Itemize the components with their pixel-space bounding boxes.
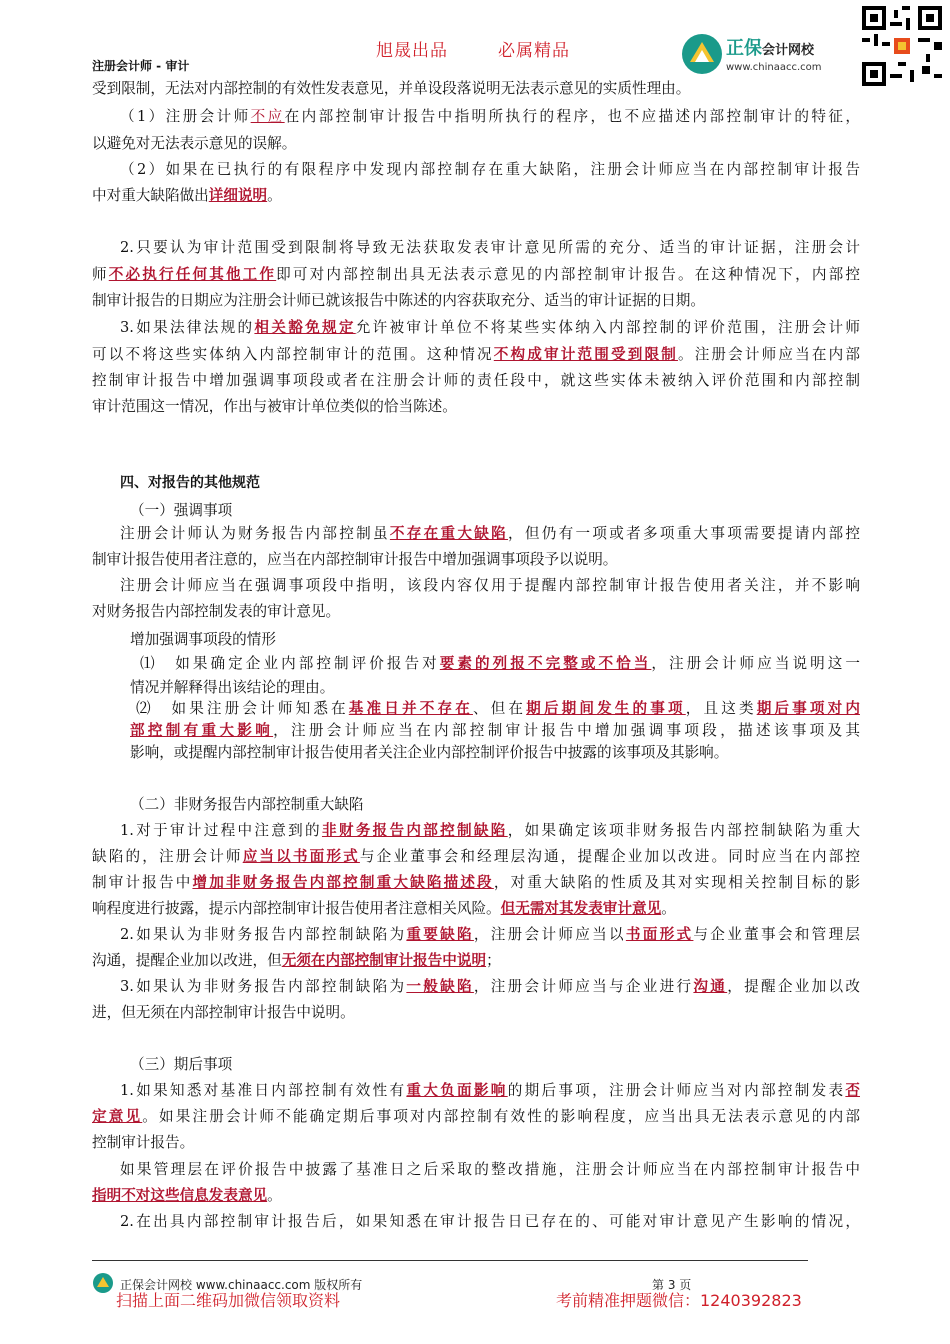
text-run: ，注册会计师应当在内部控制审计报告中增加强调事项段，描述该事项及其	[273, 722, 860, 739]
text-line	[92, 368, 860, 395]
text-run: ，注册会计师应当说明这一	[651, 655, 860, 672]
text-run: 对财务报告内部控制发表的审计意见。	[92, 603, 341, 620]
highlighted-term: 否	[845, 1082, 860, 1099]
course-title: 注册会计师 - 审计	[92, 59, 190, 73]
text-run: 与企业董事会和管理层	[693, 926, 860, 943]
text-line	[92, 262, 860, 289]
highlighted-term: 部控制有重大影响	[130, 722, 274, 739]
text-line	[92, 157, 860, 184]
text-run: 四、对报告的其他规范	[120, 475, 260, 491]
text-line	[92, 974, 860, 1001]
text-line	[92, 818, 860, 845]
text-run: 允许被审计单位不将某些实体纳入内部控制的评价范围，注册会计师	[355, 319, 860, 336]
text-line	[92, 183, 860, 210]
text-run: ，注册会计师应当与企业进行	[473, 978, 694, 995]
promo-left: 扫描上面二维码加微信领取资料	[116, 1291, 341, 1310]
text-run: 在内部控制审计报告中指明所执行的程序，也不应描述内部控制审计的特征，	[284, 108, 860, 125]
text-run: ，对重大缺陷的性质及其对实现相关控制目标的影	[493, 874, 860, 891]
text-run: 可以不将这些实体纳入内部控制审计的范围。这种情况	[92, 346, 494, 363]
text-line	[92, 740, 860, 767]
text-line	[92, 948, 860, 975]
text-run: 沟通，提醒企业加以改进，但	[92, 952, 282, 969]
text-run: 制审计报告中	[92, 874, 193, 891]
text-run: （一）强调事项	[130, 502, 233, 519]
text-run: 。如果注册会计师不能确定期后事项对内部控制有效性的影响程度，应当出具无法表示意见的内部	[142, 1108, 860, 1125]
text-run: 3.如果认为非财务报告内部控制缺陷为	[120, 978, 407, 995]
text-run: 控制审计报告。	[92, 1134, 195, 1151]
highlighted-term: 重大负面影响	[406, 1082, 508, 1099]
text-line	[92, 547, 860, 574]
text-run: ⑵ 如果注册会计师知悉在	[136, 700, 349, 717]
text-run: 1.如果知悉对基准日内部控制有效性有	[120, 1082, 407, 1099]
text-run: 缺陷的，注册会计师	[92, 848, 243, 865]
logo-sub: 会计网校	[762, 43, 815, 58]
highlighted-term: 要素的列报不完整或不恰当	[439, 655, 652, 672]
text-line	[92, 844, 860, 871]
text-run: （2）如果在已执行的有限程序中发现内部控制存在重大缺陷，注册会计师应当在内部控制审计报告	[120, 161, 860, 178]
text-line	[92, 922, 860, 949]
text-line	[92, 235, 860, 262]
highlighted-term: 无须在内部控制审计报告中说明	[281, 952, 487, 969]
highlighted-term: 期后事项对内	[756, 700, 860, 717]
text-run: 、但在	[472, 700, 527, 717]
text-run: 制审计报告的日期应为注册会计师已就该报告中陈述的内容获取充分、适当的审计证据的日期。	[92, 292, 705, 309]
text-line	[92, 521, 860, 548]
text-line	[92, 342, 860, 369]
text-run: 响程度进行披露，提示内部控制审计报告使用者注意相关风险。	[92, 900, 501, 917]
text-line	[92, 1078, 860, 1105]
text-line	[92, 651, 860, 678]
text-run: 制审计报告使用者注意的，应当在内部控制审计报告中增加强调事项段予以说明。	[92, 551, 618, 568]
text-line	[92, 1157, 860, 1184]
text-line	[92, 1130, 860, 1157]
highlighted-term: 不构成审计范围受到限制	[493, 346, 678, 363]
text-line	[92, 315, 860, 342]
text-run: 情况并解释得出该结论的理由。	[130, 679, 335, 696]
qr-code-icon	[862, 6, 942, 86]
highlighted-term: 应当以书面形式	[242, 848, 360, 865]
highlighted-term: 一般缺陷	[406, 978, 474, 995]
highlighted-term: 不存在重大缺陷	[389, 525, 508, 542]
footer-divider	[92, 1260, 808, 1261]
text-run: 2.只要认为审计范围受到限制将导致无法获取发表审计意见所需的充分、适当的审计证据，注册会计	[120, 239, 860, 256]
text-line	[92, 792, 860, 819]
slogan-right: 必属精品	[498, 41, 570, 61]
highlighted-term: 期后期间发生的事项	[526, 700, 686, 717]
text-run: ，且这类	[685, 700, 757, 717]
highlighted-term: 但无需对其发表审计意见	[500, 900, 662, 917]
text-run: 如果管理层在评价报告中披露了基准日之后采取的整改措施，注册会计师应当在内部控制审计报告中	[120, 1161, 860, 1178]
logo-name: 正保	[726, 38, 762, 59]
text-run: ，注册会计师应当以	[473, 926, 626, 943]
text-run: ，如果确定该项非财务报告内部控制缺陷为重大	[507, 822, 860, 839]
chinaacc-logo	[680, 32, 860, 82]
highlighted-term: 增加非财务报告内部控制重大缺陷描述段	[192, 874, 494, 891]
logo-url: www.chinaacc.com	[726, 62, 822, 73]
text-run: 即可对内部控制出具无法表示意见的内部控制审计报告。在这种情况下，内部控	[276, 266, 860, 283]
highlighted-term: 相关豁免规定	[254, 319, 356, 336]
text-run: 控制审计报告中增加强调事项段或者在注册会计师的责任段中，就这些实体未被纳入评价范围和内部控制	[92, 372, 860, 389]
text-run: 审计范围这一情况，作出与被审计单位类似的恰当陈述。	[92, 398, 457, 415]
text-run: 增加强调事项段的情形	[130, 631, 276, 648]
highlighted-term: 不应	[250, 108, 285, 125]
text-run: 1.对于审计过程中注意到的	[120, 822, 322, 839]
highlighted-term: 沟通	[693, 978, 728, 995]
text-run: 注册会计师应当在强调事项段中指明，该段内容仅用于提醒内部控制审计报告使用者关注，并不影响	[120, 577, 860, 594]
text-line	[92, 1052, 860, 1079]
text-run: 以避免对无法表示意见的误解。	[92, 135, 297, 152]
text-run: 。	[267, 1187, 282, 1204]
section-heading	[92, 470, 860, 497]
text-run: ⑴ 如果确定企业内部控制评价报告对	[140, 655, 440, 672]
text-line	[92, 76, 860, 103]
highlighted-term: 非财务报告内部控制缺陷	[321, 822, 508, 839]
text-run: 2.在出具内部控制审计报告后，如果知悉在审计报告日已存在的、可能对审计意见产生影响的情况，	[120, 1213, 860, 1230]
text-run: ，提醒企业加以改	[727, 978, 860, 995]
text-run: 影响，或提醒内部控制审计报告使用者关注企业内部控制评价报告中披露的该事项及其影响。	[130, 744, 729, 761]
highlighted-term: 重要缺陷	[406, 926, 474, 943]
text-run: （三）期后事项	[130, 1056, 233, 1073]
highlighted-term: 基准日并不存在	[348, 700, 473, 717]
text-line	[92, 1000, 860, 1027]
text-run: （二）非财务报告内部控制重大缺陷	[130, 796, 364, 813]
text-line	[92, 896, 860, 923]
footer-copyright: 正保会计网校 www.chinaacc.com 版权所有	[120, 1278, 363, 1292]
footer-logo-icon	[92, 1272, 114, 1294]
highlighted-term: 不必执行任何其他工作	[108, 266, 277, 283]
page-number: 第 3 页	[652, 1278, 692, 1292]
text-run: 中对重大缺陷做出	[92, 187, 209, 204]
text-run: ；	[486, 952, 501, 969]
text-run: 。	[661, 900, 676, 917]
promo-right: 考前精准押题微信：1240392823	[556, 1291, 802, 1310]
text-run: ，但仍有一项或者多项重大事项需要提请内部控	[508, 525, 860, 542]
text-line	[92, 1183, 860, 1210]
highlighted-term: 书面形式	[625, 926, 694, 943]
highlighted-term: 详细说明	[208, 187, 268, 204]
text-line	[92, 131, 860, 158]
text-run: 。	[267, 187, 282, 204]
text-run: 2.如果认为非财务报告内部控制缺陷为	[120, 926, 407, 943]
text-line	[92, 627, 860, 654]
text-run: 3.如果法律法规的	[120, 319, 255, 336]
highlighted-term: 定意见	[92, 1108, 143, 1125]
logo-emblem-icon	[680, 32, 724, 76]
text-line	[92, 1104, 860, 1131]
text-run: （1）注册会计师	[120, 108, 251, 125]
text-run: 与企业董事会和经理层沟通，提醒企业加以改进。同时应当在内部控	[359, 848, 860, 865]
highlighted-term: 指明不对这些信息发表意见	[92, 1187, 268, 1204]
text-line	[92, 394, 860, 421]
slogan-left: 旭晟出品	[376, 41, 448, 61]
text-run: 进，但无须在内部控制审计报告中说明。	[92, 1004, 355, 1021]
text-run: 注册会计师认为财务报告内部控制虽	[120, 525, 390, 542]
text-run: 师	[92, 266, 109, 283]
text-line	[92, 573, 860, 600]
text-run: 的期后事项，注册会计师应当对内部控制发表	[507, 1082, 846, 1099]
text-line	[92, 104, 860, 131]
text-run: 。注册会计师应当在内部	[677, 346, 860, 363]
text-line	[92, 870, 860, 897]
text-line	[92, 1209, 860, 1236]
text-line	[92, 288, 860, 315]
text-line	[92, 599, 860, 626]
text-run: 受到限制，无法对内部控制的有效性发表意见，并单设段落说明无法表示意见的实质性理由。	[92, 80, 691, 97]
